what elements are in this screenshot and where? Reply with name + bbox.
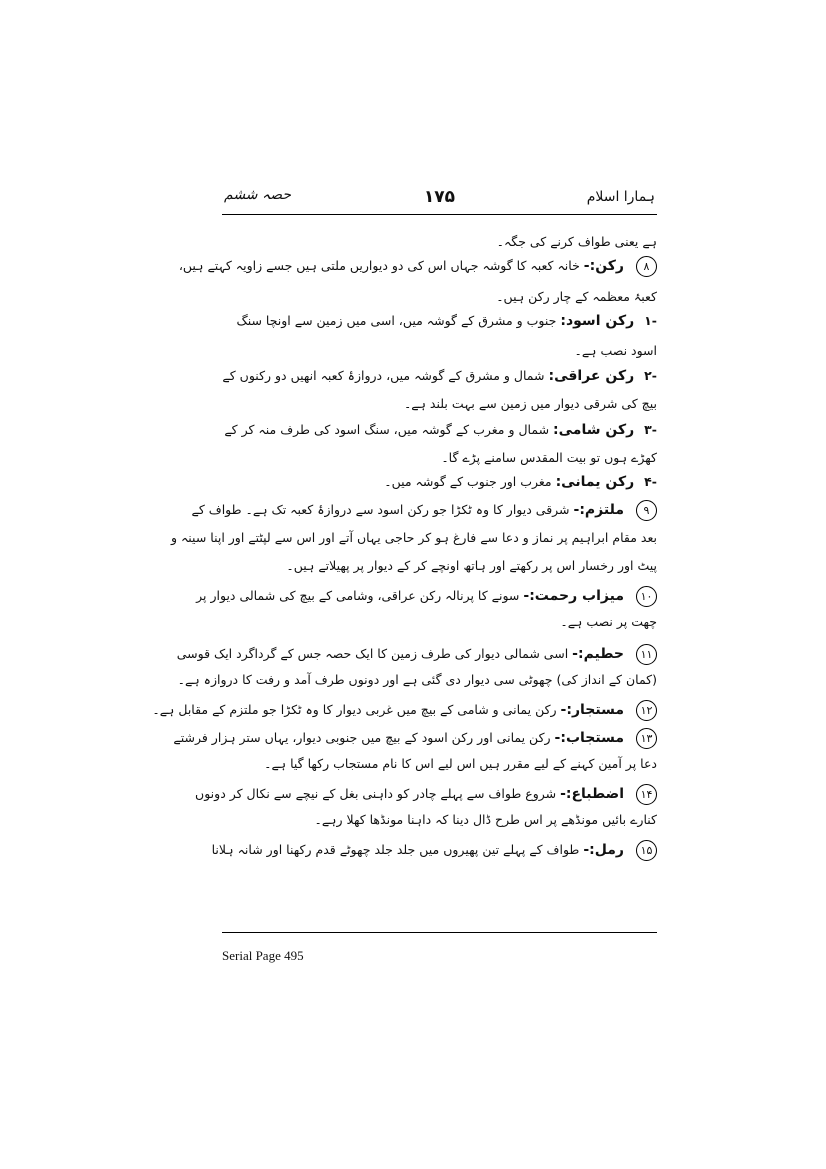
item-number: ۱۵ — [636, 840, 657, 861]
text-line — [173, 728, 657, 749]
text-line — [176, 644, 657, 665]
serial-page-footer — [222, 948, 304, 964]
text-line — [222, 558, 657, 574]
term-heading: حطیم:- — [572, 646, 624, 662]
text-line — [222, 313, 657, 329]
line-text: شرقی دیوار کا وہ ٹکڑا جو رکن اسود سے دروازۂ کعبہ تک ہے۔ طواف کے — [191, 502, 574, 517]
section-label: حصہ ششم — [224, 187, 291, 203]
item-number: ۱۱ — [636, 644, 657, 665]
line-text: پیٹ اور رخسار اس پر رکھتے اور ہاتھ اونچے کر کے دیوار پر پھیلاتے ہیں۔ — [286, 558, 657, 573]
term-heading: رکن شامی: — [553, 422, 635, 438]
line-text: بعد مقام ابراہیم پر نماز و دعا سے فارغ ہو کر حاجی یہاں آتے اور اس سے لپٹتے اور اپنا سینہ و — [170, 530, 657, 545]
serial-page-label: Serial Page — [222, 948, 281, 963]
line-text: بیچ کی شرقی دیوار میں زمین سے بہت بلند ہے۔ — [403, 396, 657, 411]
line-text: اسود نصب ہے۔ — [574, 343, 657, 358]
term-heading: رمل:- — [583, 842, 624, 858]
line-text: کھڑے ہوں تو بیت المقدس سامنے پڑے گا۔ — [441, 450, 657, 465]
sub-item-number: ۴- — [644, 474, 657, 489]
term-heading: رکن:- — [583, 258, 624, 274]
term-heading: میزاب رحمت:- — [523, 588, 624, 604]
text-line — [195, 784, 657, 805]
text-line — [170, 530, 657, 546]
term-heading: رکن اسود: — [560, 313, 635, 329]
term-heading: مستجاب:- — [554, 730, 624, 746]
sub-item-number: ۱- — [644, 313, 657, 328]
book-title: ہمارا اسلام — [586, 189, 655, 205]
line-text: رکن یمانی اور رکن اسود کے بیچ میں جنوبی دیوار، یہاں ستر ہزار فرشتے — [173, 730, 555, 745]
footer-rule — [222, 932, 657, 933]
line-text: جنوب و مشرق کے گوشہ میں، اسی میں زمین سے اونچا سنگ — [236, 313, 561, 328]
text-line — [222, 234, 657, 250]
term-heading: اضطباع:- — [560, 786, 624, 802]
text-line — [196, 586, 657, 607]
text-line — [178, 256, 657, 277]
sub-item-number: ۲- — [644, 368, 657, 383]
term-heading: مستجار:- — [560, 702, 624, 718]
line-text: کعبۂ معظمہ کے چار رکن ہیں۔ — [496, 289, 657, 304]
line-text: شروع طواف سے پہلے چادر کو داہنی بغل کے نیچے سے نکال کر دونوں — [195, 786, 561, 801]
line-text: کنارے بائیں مونڈھے پر اس طرح ڈال دینا کہ داہنا مونڈھا کھلا رہے۔ — [314, 812, 657, 827]
text-line — [177, 672, 657, 688]
item-number: ۱۴ — [636, 784, 657, 805]
text-line — [222, 289, 657, 305]
text-line — [222, 450, 657, 466]
item-number: ۸ — [636, 256, 657, 277]
text-line — [152, 700, 657, 721]
text-line — [222, 343, 657, 359]
header-rule — [222, 214, 657, 215]
line-text: (کمان کے انداز کی) چھوٹی سی دیوار دی گئی ہے اور دونوں طرف آمد و رفت کا دروازہ ہے۔ — [177, 672, 657, 687]
text-line — [222, 756, 657, 772]
serial-page-number: 495 — [284, 948, 304, 963]
term-heading: رکن عراقی: — [548, 368, 635, 384]
line-text: دعا پر آمین کہنے کے لیے مقرر ہیں اس لیے اس کا نام مستجاب رکھا گیا ہے۔ — [264, 756, 657, 771]
item-number: ۱۲ — [636, 700, 657, 721]
text-line — [211, 840, 657, 861]
sub-item-number: ۳- — [644, 422, 657, 437]
line-text: شمال و مشرق کے گوشہ میں، دروازۂ کعبہ انھیں دو رکنوں کے — [222, 368, 549, 383]
term-heading: رکن یمانی: — [555, 474, 635, 490]
text-line — [222, 368, 657, 384]
line-text: سونے کا پرنالہ رکن عراقی، وشامی کے بیچ کی شمالی دیوار پر — [196, 588, 524, 603]
text-line — [222, 396, 657, 412]
page — [152, 185, 657, 945]
line-text: چھت پر نصب ہے۔ — [560, 614, 657, 629]
line-text: ہے یعنی طواف کرنے کی جگہ۔ — [496, 234, 657, 249]
text-line — [222, 812, 657, 828]
text-line — [222, 614, 657, 630]
page-number: ۱۷۵ — [423, 187, 456, 207]
item-number: ۹ — [636, 500, 657, 521]
line-text: اسی شمالی دیوار کی طرف زمین کا ایک حصہ جس کے گرداگرد ایک قوسی — [176, 646, 573, 661]
item-number: ۱۰ — [636, 586, 657, 607]
line-text: طواف کے پہلے تین پھیروں میں جلد جلد چھوٹے قدم رکھنا اور شانہ ہلانا — [211, 842, 584, 857]
text-line — [222, 422, 657, 438]
item-number: ۱۳ — [636, 728, 657, 749]
line-text: خانہ کعبہ کا گوشہ جہاں اس کی دو دیواریں ملتی ہیں جسے زاویہ کہتے ہیں، — [178, 258, 584, 273]
line-text: مغرب اور جنوب کے گوشہ میں۔ — [384, 474, 556, 489]
text-line — [191, 500, 657, 521]
term-heading: ملتزم:- — [573, 502, 624, 518]
text-line — [222, 474, 657, 490]
line-text: شمال و مغرب کے گوشہ میں، سنگ اسود کی طرف منہ کر کے — [224, 422, 554, 437]
line-text: رکن یمانی و شامی کے بیچ میں غربی دیوار کا وہ ٹکڑا جو ملتزم کے مقابل ہے۔ — [152, 702, 561, 717]
